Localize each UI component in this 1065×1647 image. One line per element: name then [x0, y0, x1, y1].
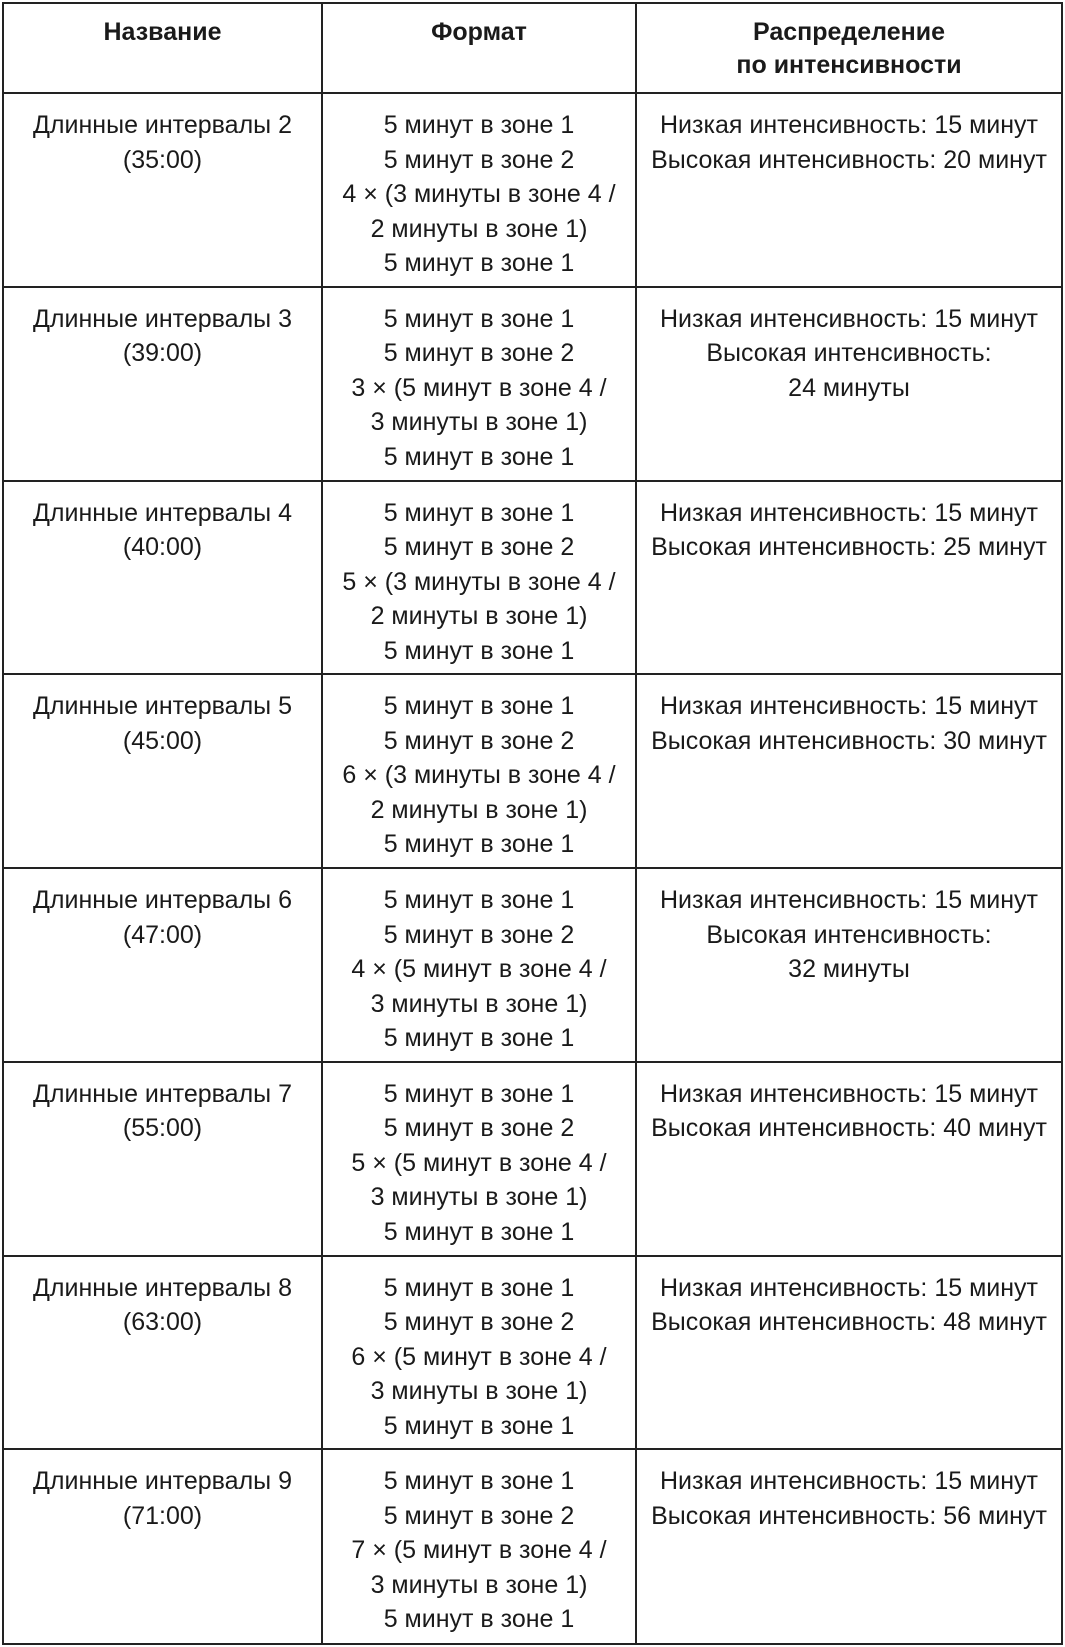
format-line: 5 минут в зоне 1 [383, 1079, 575, 1108]
cell-name [4, 481, 322, 675]
format-line: 3 минуты в зоне 1) [370, 1377, 588, 1405]
table-row [4, 1062, 1061, 1256]
format-line: 5 × (5 минут в зоне 4 / [351, 1148, 607, 1177]
distribution-line: Низкая интенсивность: 15 минут [660, 1273, 1038, 1302]
header-name [4, 4, 322, 93]
format-line: 3 минуты в зоне 1) [370, 408, 588, 437]
distribution-line: Высокая интенсивность: 48 минут [651, 1308, 1047, 1336]
table-header [4, 4, 1061, 93]
table-row [4, 868, 1061, 1062]
distribution-line: Низкая интенсивность: 15 минут [660, 111, 1038, 139]
distribution-line: Высокая интенсивность: 30 минут [651, 726, 1047, 755]
format-line: 3 минуты в зоне 1) [370, 989, 588, 1018]
workout-duration: (55:00) [122, 1114, 203, 1143]
format-line: 5 минут в зоне 1 [383, 249, 575, 277]
workout-name: Длинные интервалы 3 [33, 304, 292, 333]
distribution-line: Низкая интенсивность: 15 минут [660, 498, 1038, 527]
table-row [4, 481, 1061, 675]
cell-format [322, 481, 636, 675]
workout-name: Длинные интервалы 4 [33, 498, 292, 527]
distribution-line: Высокая интенсивность: [706, 339, 992, 368]
cell-name [4, 1062, 322, 1256]
workout-duration: (39:00) [122, 339, 203, 368]
distribution-line: Высокая интенсивность: 25 минут [651, 533, 1047, 561]
distribution-line: Высокая интенсивность: 40 минут [651, 1114, 1047, 1143]
distribution-line: 32 минуты [788, 955, 910, 983]
table-row [4, 287, 1061, 481]
workout-duration: (47:00) [122, 920, 203, 949]
header-distribution-line1: Распределение [752, 18, 946, 46]
workout-name: Длинные интервалы 9 [33, 1467, 292, 1496]
format-line: 5 минут в зоне 1 [383, 692, 575, 721]
cell-format [322, 1449, 636, 1643]
cell-distribution [636, 287, 1061, 481]
format-line: 5 минут в зоне 1 [383, 442, 575, 471]
distribution-line: Низкая интенсивность: 15 минут [660, 304, 1038, 333]
header-format-label: Формат [431, 18, 527, 46]
cell-distribution [636, 1256, 1061, 1450]
header-row [4, 4, 1061, 93]
format-line: 3 × (5 минут в зоне 4 / [351, 373, 607, 402]
format-line: 3 минуты в зоне 1) [370, 1570, 588, 1599]
format-line: 5 минут в зоне 1 [383, 1605, 575, 1634]
workout-duration: (45:00) [122, 726, 203, 755]
cell-name [4, 1256, 322, 1450]
cell-name [4, 287, 322, 481]
cell-distribution [636, 1449, 1061, 1643]
format-line: 5 минут в зоне 2 [383, 1308, 575, 1336]
format-line: 4 × (3 минуты в зоне 4 / [342, 180, 616, 208]
cell-format [322, 674, 636, 868]
distribution-line: 24 минуты [788, 373, 910, 402]
format-line: 5 минут в зоне 2 [383, 920, 575, 949]
distribution-line: Высокая интенсивность: [706, 920, 992, 949]
workout-name: Длинные интервалы 8 [33, 1273, 292, 1302]
format-line: 5 минут в зоне 1 [383, 886, 575, 914]
workout-name: Длинные интервалы 5 [33, 692, 292, 721]
cell-name [4, 868, 322, 1062]
workout-duration: (35:00) [122, 145, 203, 174]
distribution-line: Низкая интенсивность: 15 минут [660, 886, 1038, 914]
cell-name [4, 674, 322, 868]
format-line: 7 × (5 минут в зоне 4 / [351, 1536, 607, 1565]
format-line: 6 × (5 минут в зоне 4 / [351, 1342, 607, 1371]
format-line: 2 минуты в зоне 1) [370, 602, 588, 630]
table-row [4, 1449, 1061, 1643]
cell-distribution [636, 868, 1061, 1062]
header-distribution-line2: по интенсивности [736, 51, 962, 79]
distribution-line: Высокая интенсивность: 56 минут [651, 1501, 1047, 1530]
format-line: 5 минут в зоне 1 [383, 1217, 575, 1246]
cell-distribution [636, 1062, 1061, 1256]
format-line: 5 минут в зоне 2 [383, 1501, 575, 1530]
format-line: 5 минут в зоне 1 [383, 498, 575, 527]
distribution-line: Низкая интенсивность: 15 минут [660, 1467, 1038, 1496]
workout-duration: (71:00) [122, 1501, 203, 1530]
cell-name [4, 1449, 322, 1643]
cell-format [322, 1256, 636, 1450]
cell-name [4, 93, 322, 287]
workout-schedule-table [4, 4, 1061, 1643]
format-line: 5 минут в зоне 1 [383, 111, 575, 139]
format-line: 5 минут в зоне 2 [383, 145, 575, 174]
cell-format [322, 868, 636, 1062]
format-line: 5 минут в зоне 1 [383, 1411, 575, 1440]
format-line: 6 × (3 минуты в зоне 4 / [342, 761, 616, 790]
cell-format [322, 1062, 636, 1256]
workout-name: Длинные интервалы 2 [33, 111, 292, 139]
workout-duration: (63:00) [122, 1308, 203, 1336]
table-row [4, 674, 1061, 868]
format-line: 3 минуты в зоне 1) [370, 1183, 588, 1212]
format-line: 5 минут в зоне 2 [383, 1114, 575, 1143]
format-line: 5 минут в зоне 1 [383, 1273, 575, 1302]
format-line: 5 минут в зоне 2 [383, 726, 575, 755]
workout-name: Длинные интервалы 7 [33, 1079, 292, 1108]
header-distribution [636, 4, 1061, 93]
format-line: 5 минут в зоне 1 [383, 1467, 575, 1496]
cell-distribution [636, 481, 1061, 675]
format-line: 5 минут в зоне 2 [383, 533, 575, 561]
distribution-line: Высокая интенсивность: 20 минут [651, 145, 1047, 174]
format-line: 5 минут в зоне 1 [383, 304, 575, 333]
cell-format [322, 287, 636, 481]
format-line: 5 минут в зоне 2 [383, 339, 575, 368]
format-line: 5 минут в зоне 1 [383, 636, 575, 665]
format-line: 2 минуты в зоне 1) [370, 795, 588, 824]
cell-format [322, 93, 636, 287]
header-format [322, 4, 636, 93]
distribution-line: Низкая интенсивность: 15 минут [660, 692, 1038, 721]
header-name-label: Название [103, 18, 222, 46]
workout-name: Длинные интервалы 6 [33, 886, 292, 914]
cell-distribution [636, 93, 1061, 287]
distribution-line: Низкая интенсивность: 15 минут [660, 1079, 1038, 1108]
workout-table-frame [2, 2, 1063, 1645]
cell-distribution [636, 674, 1061, 868]
format-line: 4 × (5 минут в зоне 4 / [351, 955, 607, 983]
table-row [4, 1256, 1061, 1450]
format-line: 2 минуты в зоне 1) [370, 214, 588, 243]
format-line: 5 × (3 минуты в зоне 4 / [342, 567, 616, 596]
workout-duration: (40:00) [122, 533, 203, 561]
table-body [4, 93, 1061, 1643]
format-line: 5 минут в зоне 1 [383, 1024, 575, 1052]
format-line: 5 минут в зоне 1 [383, 830, 575, 859]
table-row [4, 93, 1061, 287]
